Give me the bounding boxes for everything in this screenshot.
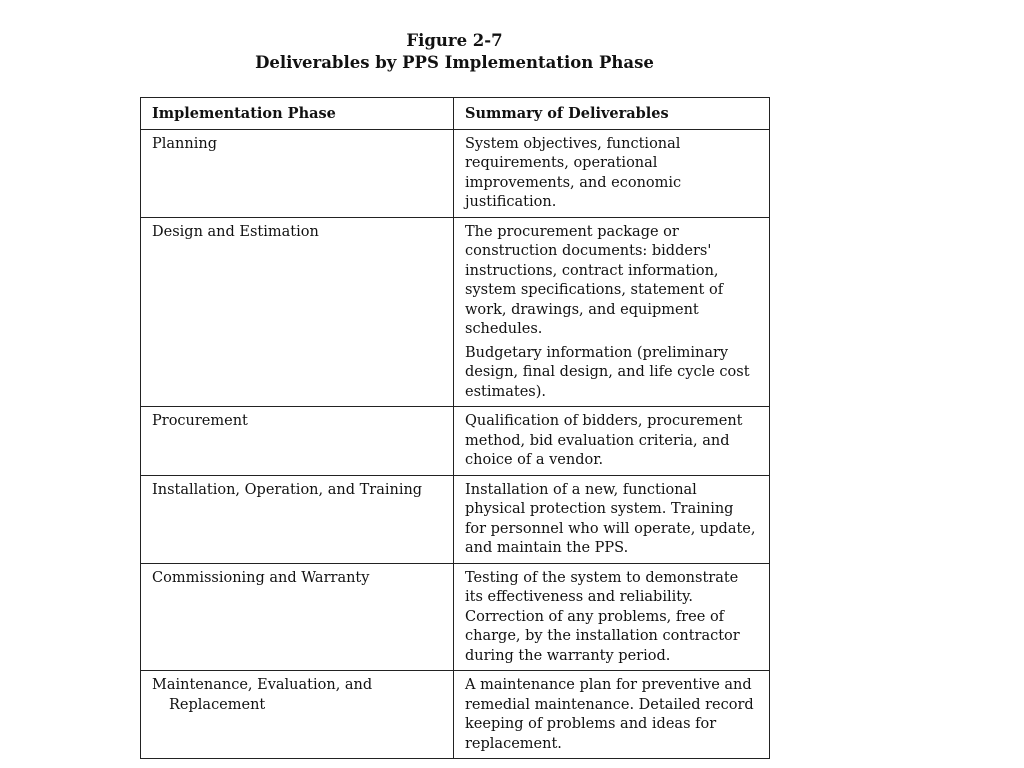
deliverables-table bbox=[140, 97, 770, 759]
figure-number: Figure 2-7 bbox=[406, 31, 503, 50]
summary-paragraph: Qualification of bidders, procurement method, bid evaluation criteria, and choice of a vendor. bbox=[465, 413, 743, 468]
table-row bbox=[141, 563, 770, 671]
column-header-phase: Implementation Phase bbox=[141, 98, 454, 130]
phase-cell bbox=[141, 129, 454, 217]
phase-name: Design and Estimation bbox=[152, 223, 319, 240]
summary-paragraph: Budgetary information (preliminary design, final design, and life cycle cost estimates). bbox=[465, 344, 750, 400]
figure-title: Deliverables by PPS Implementation Phase bbox=[255, 53, 654, 72]
table-row bbox=[141, 129, 770, 217]
phase-cell bbox=[141, 475, 454, 563]
column-header-summary: Summary of Deliverables bbox=[454, 98, 770, 130]
summary-paragraph: The procurement package or construction documents: bidders' instructions, contract information, system specifications, statement of work, drawings, and equipment schedules. bbox=[465, 223, 724, 337]
summary-paragraph: Installation of a new, functional physical protection system. Training for personnel who will operate, update, and maintain the PPS. bbox=[465, 481, 756, 556]
table-row bbox=[141, 671, 770, 759]
table-row bbox=[141, 475, 770, 563]
figure-header bbox=[140, 30, 769, 74]
summary-cell bbox=[454, 475, 770, 563]
summary-paragraph: Testing of the system to demonstrate its effectiveness and reliability. Correction of any problems, free of charge, by the installation contractor during the warranty period. bbox=[465, 569, 740, 664]
phase-cell bbox=[141, 407, 454, 476]
summary-paragraph: System objectives, functional requirements, operational improvements, and economic justification. bbox=[465, 135, 682, 210]
summary-cell bbox=[454, 129, 770, 217]
phase-cell bbox=[141, 671, 454, 759]
phase-name: Installation, Operation, and Training bbox=[152, 481, 423, 498]
table-header-row bbox=[141, 98, 770, 130]
table-row bbox=[141, 217, 770, 407]
phase-name: Procurement bbox=[152, 413, 248, 429]
phase-name: Maintenance, Evaluation, and Replacement bbox=[152, 677, 373, 713]
summary-cell bbox=[454, 671, 770, 759]
phase-cell bbox=[141, 217, 454, 407]
phase-name: Commissioning and Warranty bbox=[152, 569, 370, 586]
phase-cell bbox=[141, 563, 454, 671]
table-row bbox=[141, 407, 770, 476]
phase-name: Planning bbox=[152, 135, 217, 152]
summary-cell bbox=[454, 407, 770, 476]
summary-cell bbox=[454, 217, 770, 407]
summary-cell bbox=[454, 563, 770, 671]
summary-paragraph: A maintenance plan for preventive and remedial maintenance. Detailed record keeping of problems and ideas for replacement. bbox=[465, 677, 754, 752]
